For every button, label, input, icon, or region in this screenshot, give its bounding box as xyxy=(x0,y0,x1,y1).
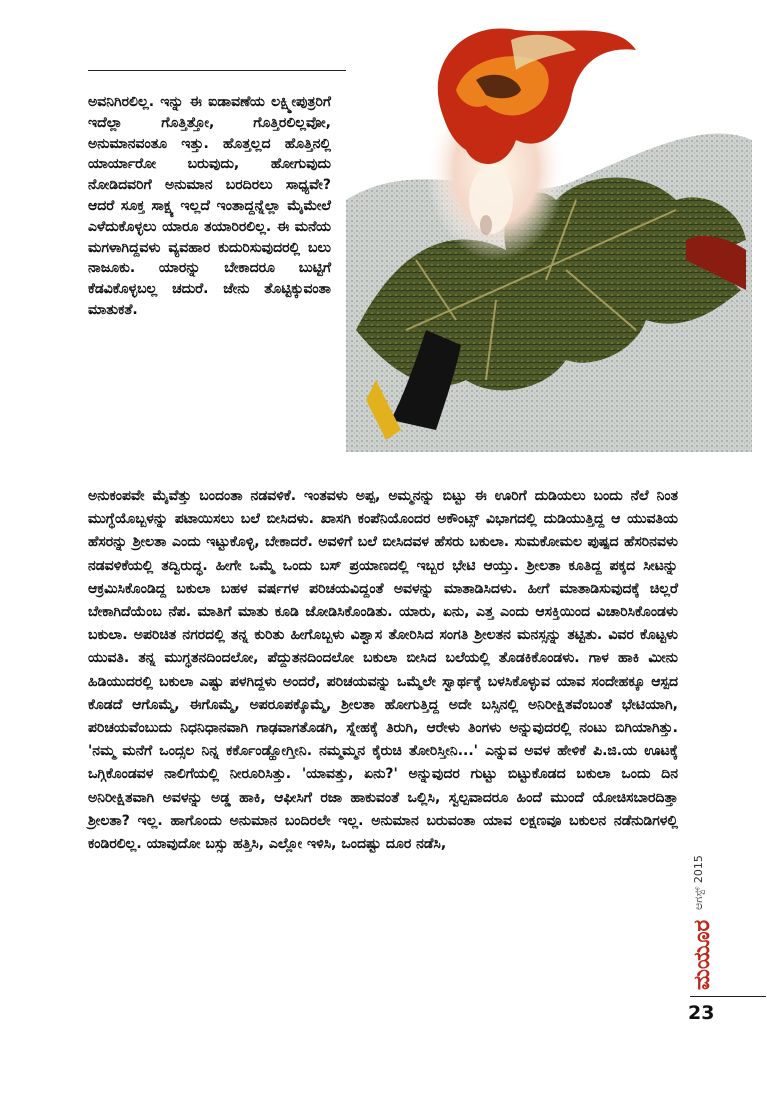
article-left-column xyxy=(88,92,331,321)
flaming-leaf-figure-image xyxy=(346,0,752,452)
article-full-width-column xyxy=(88,485,678,856)
article-paragraph-main: ಅನುಕಂಪವೇ ಮೈವೆತ್ತು ಬಂದಂತಾ ನಡವಳಿಕೆ. ಇಂತವಳು ಅಪ್ಪ, ಅಮ್ಮನನ್ನು ಬಿಟ್ಟು ಈ ಊರಿಗೆ ದುಡಿಯಲು ಬಂದು ನೆಲೆ ನಿಂತ ಮುಗ್ಧೆಯೊಬ್ಬಳನ್ನು ಪಟಾಯಿಸಲು ಬಲೆ ಬೀಸಿದಳು. ಖಾಸಗಿ ಕಂಪೆನಿಯೊಂದರ ಅಕೌಂಟ್ಸ್ ವಿಭಾಗದಲ್ಲಿ ದುಡಿಯುತ್ತಿದ್ದ ಆ ಯುವತಿಯ ಹೆಸರನ್ನು ಶ್ರೀಲತಾ ಎಂದು ಇಟ್ಟುಕೊಳ್ಳಿ, ಬೇಕಾದರೆ. ಅವಳಿಗೆ ಬಲೆ ಬೀಸಿದವಳ ಹೆಸರು ಬಕುಲಾ. ಸುಮಕೋಮಲ ಪುಷ್ಪದ ಹೆಸರಿನವಳು ನಡವಳಿಕೆಯಲ್ಲಿ ತದ್ವಿರುದ್ಧ. ಹೀಗೇ ಒಮ್ಮೆ ಒಂದು ಬಸ್ ಪ್ರಯಾಣದಲ್ಲಿ ಇಬ್ಬರ ಭೇಟಿ ಆಯ್ತು. ಶ್ರೀಲತಾ ಕೂತಿದ್ದ ಪಕ್ಕದ ಸೀಟನ್ನು ಆಕ್ರಮಿಸಿಕೊಂಡಿದ್ದ ಬಕುಲಾ ಬಹಳ ವರ್ಷಗಳ ಪರಿಚಯವಿದ್ದಂತೆ ಅವಳನ್ನು ಮಾತಾಡಿಸಿದಳು. ಹೀಗೆ ಮಾತಾಡಿಸುವುದಕ್ಕೆ ಚಿಲ್ಲರೆ ಬೇಕಾಗಿದೆಯೆಂಬ ನೆಪ. ಮಾತಿಗೆ ಮಾತು ಕೂಡಿ ಜೋಡಿಸಿಕೊಂಡಿತು. ಯಾರು, ಏನು, ಎತ್ತ ಎಂದು ಆಸಕ್ತಿಯಿಂದ ವಿಚಾರಿಸಿಕೊಂಡಳು ಬಕುಲಾ. ಅಪರಿಚಿತ ನಗರದಲ್ಲಿ ತನ್ನ ಕುರಿತು ಹೀಗೊಬ್ಬಳು ವಿಶ್ವಾಸ ತೋರಿಸಿದ ಸಂಗತಿ ಶ್ರೀಲತನ ಮನಸ್ಸನ್ನು ತಟ್ಟಿತು. ವಿವರ ಕೊಟ್ಟಳು ಯುವತಿ. ತನ್ನ ಮುಗ್ಧತನದಿಂದಲೋ, ಪೆದ್ದುತನದಿಂದಲೋ ಬಕುಲಾ ಬೀಸಿದ ಬಲೆಯಲ್ಲಿ ತೊಡಕಿಕೊಂಡಳು. ಗಾಳ ಹಾಕಿ ಮೀನು ಹಿಡಿಯುದರಲ್ಲಿ ಬಕುಲಾ ಎಷ್ಟು ಪಳಗಿದ್ದಳು ಅಂದರೆ, ಪರಿಚಯವನ್ನು ಒಮ್ಮೆಲೇ ಸ್ವಾರ್ಥಕ್ಕೆ ಬಳಸಿಕೊಳ್ಳುವ ಯಾವ ಸಂದೇಹಕ್ಕೂ ಆಸ್ಪದ ಕೊಡದೆ ಆಗೊಮ್ಮೆ, ಈಗೊಮ್ಮೆ, ಅಪರೂಪಕ್ಕೊಮ್ಮೆ, ಶ್ರೀಲತಾ ಹೋಗುತ್ತಿದ್ದ ಅದೇ ಬಸ್ಸಿನಲ್ಲಿ ಅನಿರೀಕ್ಷಿತವೆಂಬಂತೆ ಭೇಟಿಯಾಗಿ, ಪರಿಚಯವೆಂಬುದು ನಿಧನಿಧಾನವಾಗಿ ಗಾಢವಾಗತೊಡಗಿ, ಸ್ನೇಹಕ್ಕೆ ತಿರುಗಿ, ಆರೇಳು ತಿಂಗಳು ಅನ್ನುವುದರಲ್ಲಿ ನಂಟು ಬಿಗಿಯಾಗಿತ್ತು. 'ನಮ್ಮ ಮನೆಗೆ ಒಂದ್ಸಲ ನಿನ್ನ ಕರ್ಕೊಂಡ್ಹೋಗ್ತೀನಿ. ನಮ್ಮಮ್ಮನ ಕೈರುಚಿ ತೋರಿಸ್ತೀನಿ...' ಎನ್ನುವ ಅವಳ ಹೇಳಿಕೆ ಪಿ.ಜಿ.ಯ ಊಟಕ್ಕೆ ಒಗ್ಗಿಕೊಂಡವಳ ನಾಲಿಗೆಯಲ್ಲಿ ನೀರೂರಿಸಿತ್ತು. 'ಯಾವತ್ತು, ಏನು?' ಅನ್ನುವುದರ ಗುಟ್ಟು ಬಿಟ್ಟುಕೊಡದ ಬಕುಲಾ ಒಂದು ದಿನ ಅನಿರೀಕ್ಷಿತವಾಗಿ ಅವಳನ್ನು ಅಡ್ಡ ಹಾಕಿ, ಆಫೀಸಿಗೆ ರಜಾ ಹಾಕುವಂತೆ ಒಲ್ಲಿಸಿ, ಸ್ವಲ್ಪವಾದರೂ ಹಿಂದೆ ಮುಂದೆ ಯೋಚಿಸಬಾರದಿತ್ತಾ ಶ್ರೀಲತಾ? ಇಲ್ಲ. ಹಾಗೊಂದು ಅನುಮಾನ ಬಂದಿರಲೇ ಇಲ್ಲ. ಅನುಮಾನ ಬರುವಂತಾ ಯಾವ ಲಕ್ಷಣವೂ ಬಕುಲನ ನಡೆನುಡಿಗಳಲ್ಲಿ ಕಂಡಿರಲಿಲ್ಲ. ಯಾವುದೋ ಬಸ್ಸು ಹತ್ತಿಸಿ, ಎಲ್ಲೋ ಇಳಿಸಿ, ಒಂದಷ್ಟು ದೂರ ನಡೆಸಿ, xyxy=(88,488,678,853)
magazine-logo: ಮಯೂರ xyxy=(690,919,715,990)
footer-rule xyxy=(690,996,766,997)
magazine-sidebar xyxy=(690,820,726,990)
page-number: 23 xyxy=(688,1002,715,1024)
article-paragraph-left: ಅವನಿಗಿರಲಿಲ್ಲ. ಇನ್ನು ಈ ಐಡಾವಣೆಯ ಲಕ್ಷ್ಮೀಪುತ್ರರಿಗೆ ಇದೆಲ್ಲಾ ಗೊತ್ತಿತ್ತೋ, ಗೊತ್ತಿರಲಿಲ್ಲವೋ, ಅನುಮಾನವಂತೂ ಇತ್ತು. ಹೊತ್ತಲ್ಲದ ಹೊತ್ತಿನಲ್ಲಿ ಯಾರ್ಯಾರೋ ಬರುವುದು, ಹೋಗುವುದು ನೋಡಿದವರಿಗೆ ಅನುಮಾನ ಬರದಿರಲು ಸಾಧ್ಯವೇ? ಆದರೆ ಸೂಕ್ತ ಸಾಕ್ಷ್ಯ ಇಲ್ಲದೆ ಇಂತಾದ್ದನ್ನೆಲ್ಲಾ ಮೈಮೇಲೆ ಎಳೆದುಕೊಳ್ಳಲು ಯಾರೂ ತಯಾರಿರಲಿಲ್ಲ. ಈ ಮನೆಯ ಮಗಳಾಗಿದ್ದವಳು ವ್ಯವಹಾರ ಕುದುರಿಸುವುದರಲ್ಲಿ ಬಲು ನಾಜೂಕು. ಯಾರನ್ನು ಬೇಕಾದರೂ ಬುಟ್ಟಿಗೆ ಕೆಡವಿಕೊಳ್ಳಬಲ್ಲ ಚದುರೆ. ಜೇನು ತೊಟ್ಟಿಕ್ಕುವಂತಾ ಮಾತುಕತೆ. xyxy=(88,94,331,318)
header-rule xyxy=(88,70,346,71)
story-illustration xyxy=(346,0,752,452)
issue-date: ಆಗಸ್ಟ್ 2015 xyxy=(692,855,705,910)
